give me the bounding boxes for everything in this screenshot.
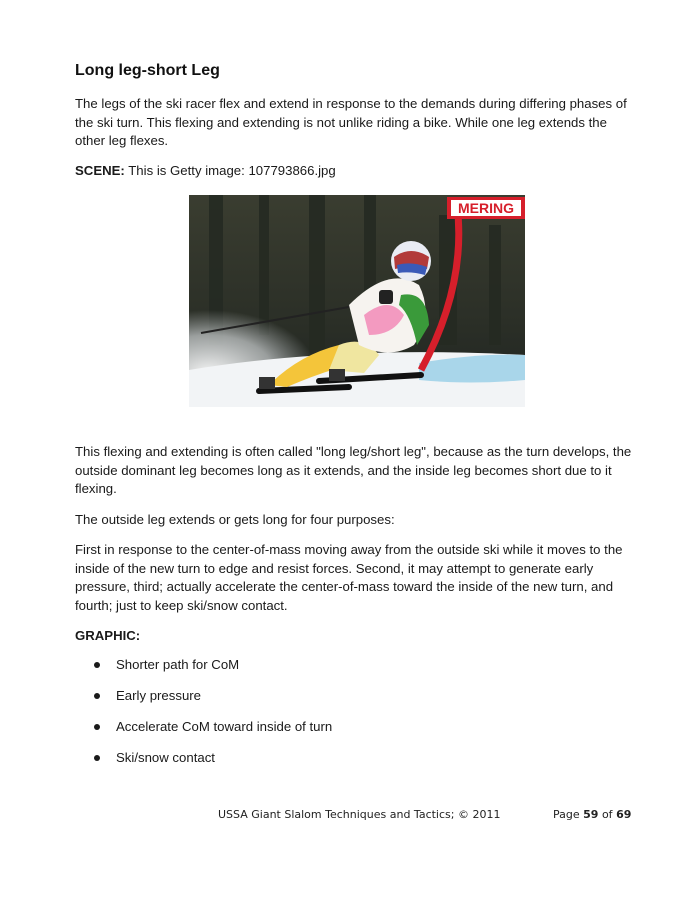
bullet-icon [94,693,100,699]
bullet-text: Shorter path for CoM [116,657,240,672]
purposes-paragraph: The outside leg extends or gets long for four purposes: [75,512,395,527]
footer-title: USSA Giant Slalom Techniques and Tactics; © 2011 [218,808,501,821]
list-item [75,717,332,748]
list-item [75,748,332,779]
bullet-icon [94,724,100,730]
graphic-paragraph [75,627,635,646]
footer-page-number [553,808,631,821]
bullet-text: Early pressure [116,688,202,703]
scene-label: SCENE: [75,163,125,178]
scene-paragraph [75,162,635,181]
bullet-icon [94,662,100,668]
page-prefix: Page [553,808,584,821]
page-of: of [598,808,617,821]
list-item [75,686,332,717]
page-total: 69 [616,808,632,821]
intro-paragraph: The legs of the ski racer flex and extend in response to the demands during differing phases of the ski turn. This flexing and extending is not unlike riding a bike. While one leg extends the other leg flexes. [75,96,627,148]
detail-paragraph: First in response to the center-of-mass moving away from the outside ski while it moves to the inside of the new turn to edge and resist forces. Second, it may attempt to generate early pressure, third; actually accelerate the center-of-mass toward the inside of the new turn, and fourth; just to keep ski/snow contact. [75,542,623,613]
bullet-icon [94,755,100,761]
bullet-text: Ski/snow contact [116,750,215,765]
gate-banner-text: MERING [458,200,514,216]
page-heading: Long leg-short Leg [75,62,220,79]
long-short-paragraph: This flexing and extending is often called "long leg/short leg", because as the turn develops, the outside dominant leg becomes long as it extends, and the inside leg becomes short due to it flexing. [75,444,632,496]
list-item [75,655,332,686]
scene-text: This is Getty image: 107793866.jpg [124,163,336,178]
bullet-list [75,655,332,779]
bullet-text: Accelerate CoM toward inside of turn [116,719,333,734]
page-current: 59 [583,808,599,821]
ski-racer-photo [189,195,525,407]
graphic-label: GRAPHIC: [75,628,141,643]
